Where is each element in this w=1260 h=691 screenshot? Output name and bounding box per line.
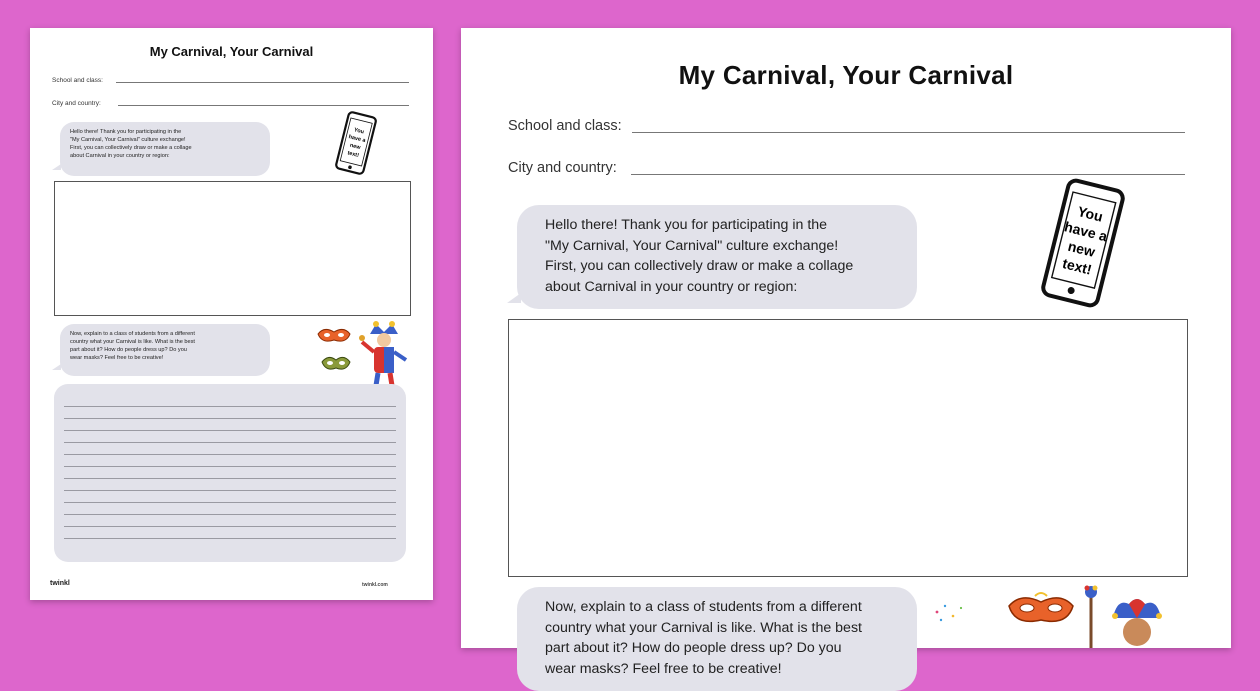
school-class-input-line[interactable] <box>632 132 1185 133</box>
worksheet-thumbnail-page[interactable] <box>30 28 433 600</box>
thumbnail-phone-text-4: text! <box>346 150 360 159</box>
thumbnail-school-line <box>116 82 409 83</box>
orange-carnival-mask-icon <box>1005 590 1077 630</box>
thumbnail-city-line <box>118 105 409 106</box>
phone-text-line-4: text! <box>1060 254 1094 278</box>
phone-icon <box>1027 178 1139 308</box>
phone-text-line-1: You <box>1075 203 1105 225</box>
worksheet-main-page[interactable] <box>461 28 1231 677</box>
explain-speech-bubble <box>517 587 917 691</box>
thumbnail-footer-brand: twinkl <box>50 580 70 587</box>
confetti-icon <box>931 588 971 628</box>
thumbnail-drawing-box[interactable] <box>54 181 411 316</box>
phone-text-line-2: have a <box>1062 218 1109 245</box>
city-country-label: City and country: <box>508 160 617 176</box>
thumbnail-title: My Carnival, Your Carnival <box>149 44 314 59</box>
thumbnail-writing-lines[interactable] <box>54 384 406 562</box>
thumbnail-intro-bubble: Hello there! Thank you for participating in the "My Carnival, Your Carnival" culture exchange! First, you can collectively draw or make a collage about Carnival in your country or region: <box>60 122 270 176</box>
thumbnail-explain-bubble: Now, explain to a class of students from a different country what your Carnival is like. What is the best part about it? How do people dress up? Do you wear masks? Feel free to be creative! <box>60 324 270 376</box>
thumbnail-school-label: School and class: <box>52 77 103 84</box>
thumbnail-footer-url: twinkl.com <box>362 582 388 588</box>
intro-line-1: Hello there! Thank you for participating in the <box>545 217 828 233</box>
intro-bubble-tail <box>507 293 521 303</box>
intro-line-2: "My Carnival, Your Carnival" culture exchange! <box>545 237 839 254</box>
thumbnail-city-label: City and country: <box>52 100 101 107</box>
phone-icon <box>330 110 382 176</box>
worksheet-title: My Carnival, Your Carnival <box>678 60 1014 90</box>
thumbnail-phone-text-2: have a <box>347 134 367 145</box>
explain-line-4: wear masks? Feel free to be creative! <box>545 660 782 677</box>
intro-speech-bubble <box>517 205 917 309</box>
school-class-label: School and class: <box>508 118 622 134</box>
intro-line-4: about Carnival in your country or region: <box>545 278 798 295</box>
intro-line-3: First, you can collectively draw or make a collage <box>545 258 854 275</box>
drawing-collage-box[interactable] <box>508 319 1188 577</box>
city-country-input-line[interactable] <box>631 174 1185 175</box>
jester-icon <box>1077 584 1177 648</box>
explain-line-2: country what your Carnival is like. What is the best <box>545 619 862 636</box>
thumbnail-phone-text-3: new <box>349 142 361 152</box>
explain-line-1: Now, explain to a class of students from a different <box>545 599 862 615</box>
thumbnail-phone-text-1: You <box>353 127 365 136</box>
carnival-masks-icon <box>314 322 356 382</box>
phone-text-line-3: new <box>1066 237 1097 260</box>
explain-line-3: part about it? How do people dress up? Do you <box>545 640 842 657</box>
